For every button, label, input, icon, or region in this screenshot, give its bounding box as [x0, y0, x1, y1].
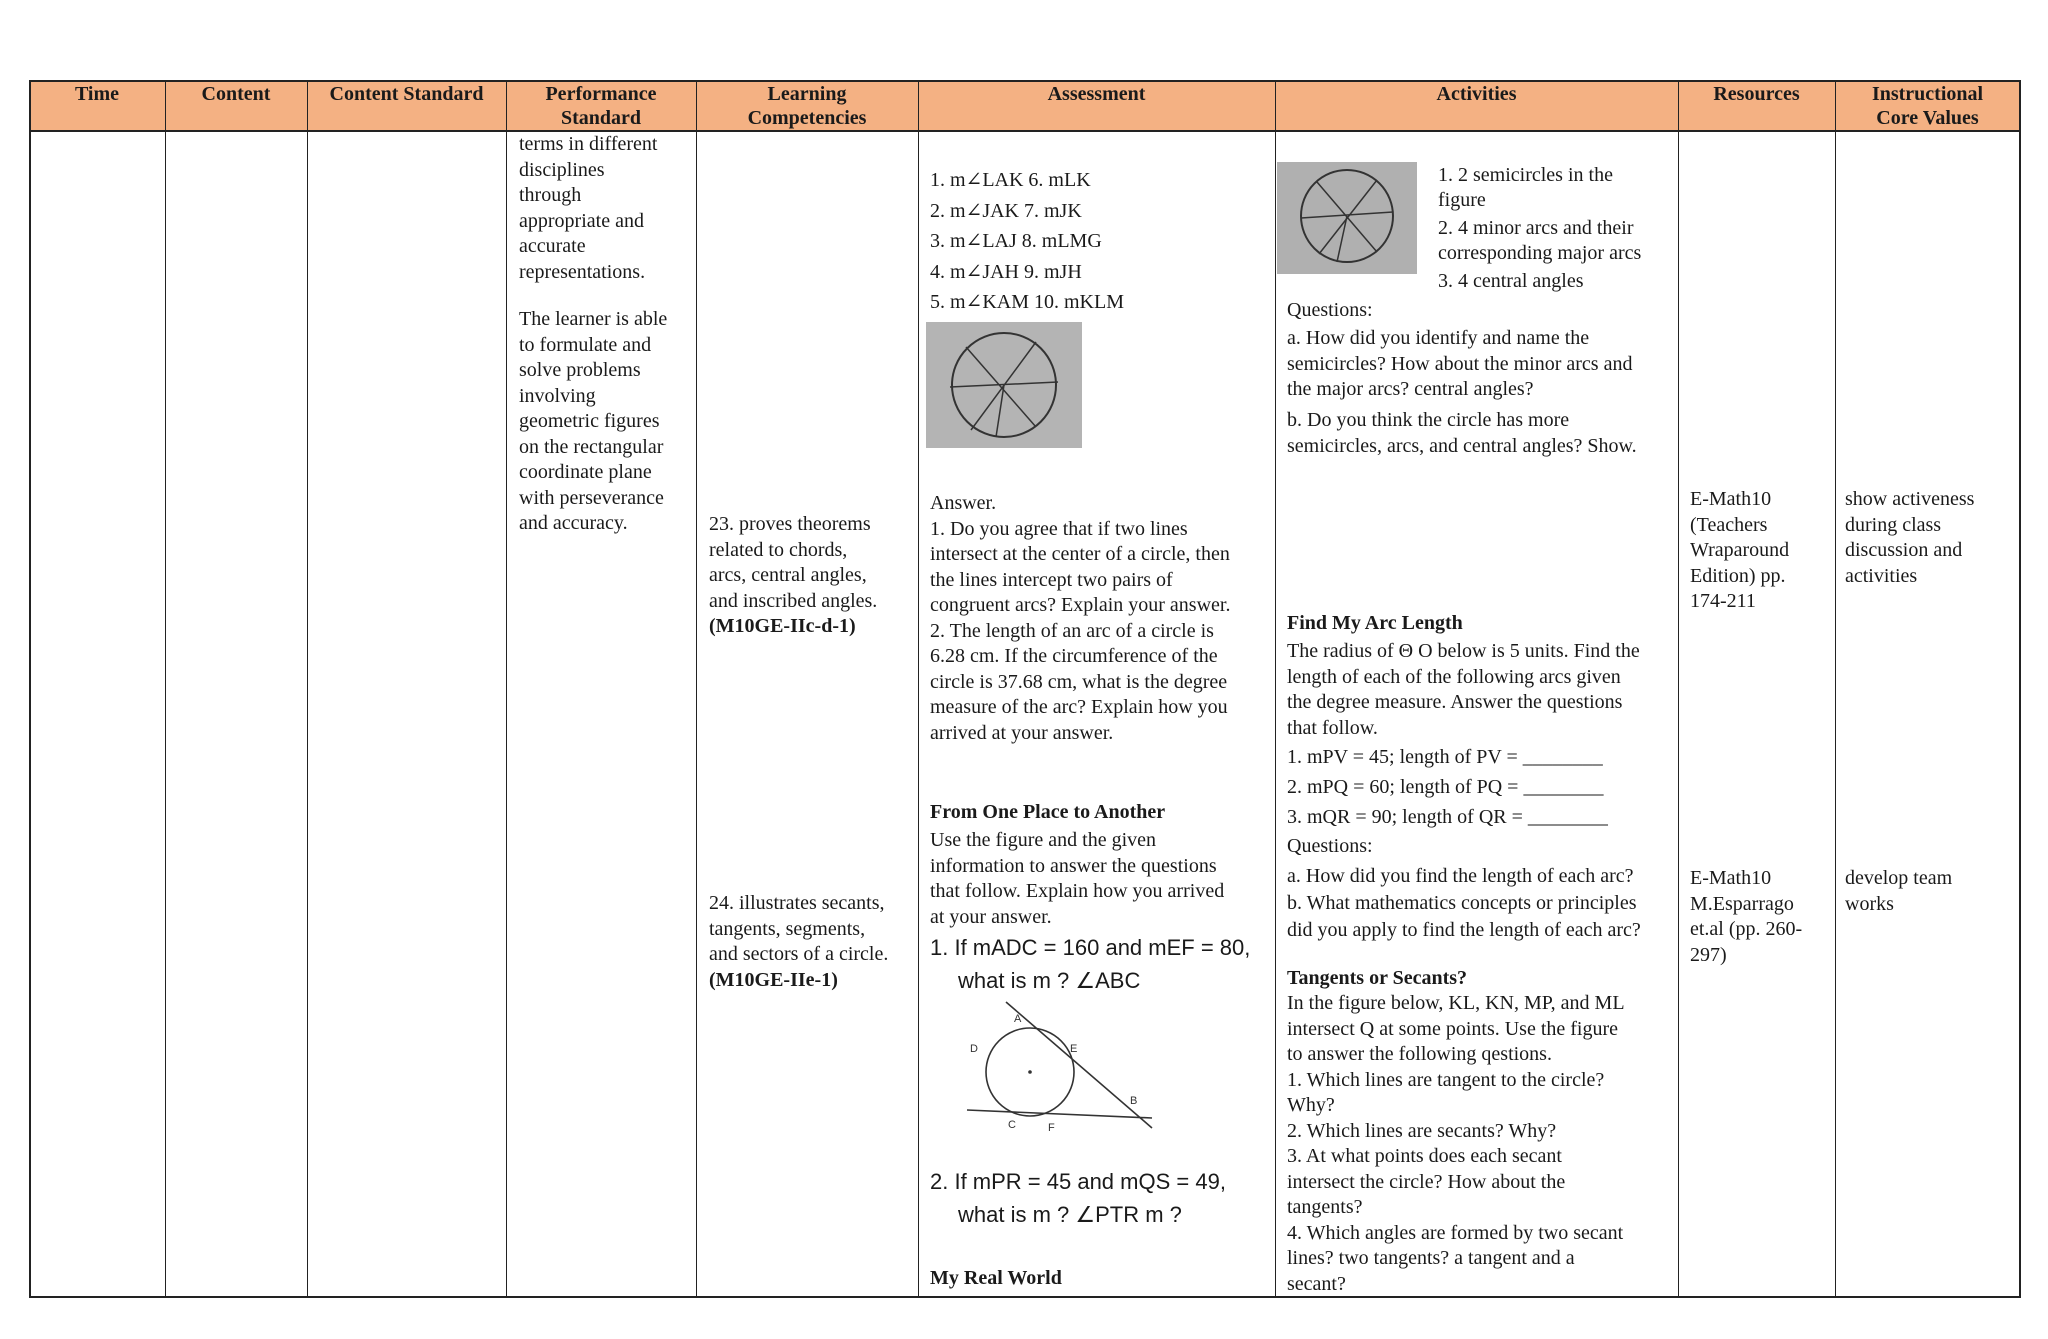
text-line: related to chords,: [709, 538, 848, 561]
activity-figure-list: [1438, 163, 1668, 294]
svg-text:B: B: [1130, 1095, 1138, 1107]
text-line: 2. The length of an arc of a circle is: [930, 619, 1214, 642]
text-line: the degree measure. Answer the questions: [1287, 691, 1623, 713]
text-line: congruent arcs? Explain your answer.: [930, 594, 1231, 616]
text-line: works: [1845, 892, 1894, 915]
text-line: et.al (pp. 260-: [1690, 918, 1803, 940]
svg-text:C: C: [1008, 1119, 1016, 1131]
header-assessment: Assessment: [1047, 83, 1146, 105]
list-item: 3. mQR = 90; length of QR = ________: [1287, 806, 1608, 828]
competency-code: (M10GE-IIc-d-1): [709, 615, 856, 637]
text-line: E-Math10: [1690, 488, 1772, 510]
header-content-standard: Content Standard: [329, 83, 484, 105]
arc-questions: [1287, 863, 1672, 944]
text-line: lines? two tangents? a tangent and a: [1287, 1247, 1575, 1269]
arc-length-items: [1287, 742, 1608, 832]
place-title: From One Place to Another: [930, 801, 1166, 823]
arc-questions-label: Questions:: [1287, 835, 1373, 857]
text-line: and inscribed angles.: [709, 589, 878, 612]
questions-label: Questions:: [1287, 299, 1373, 321]
text-line: circle is 37.68 cm, what is the degree: [930, 670, 1228, 693]
text-line: with perseverance: [519, 486, 664, 509]
spacer: [519, 285, 699, 307]
performance-standard-text: [519, 132, 699, 537]
list-item: 4. m∠JAH 9. mJH: [930, 260, 1082, 283]
competency-code: (M10GE-IIe-1): [709, 968, 838, 991]
text-line: 1. 2 semicircles in the: [1438, 164, 1613, 186]
column-divider: [918, 80, 919, 1298]
text-line: that follow. Explain how you arrived: [930, 880, 1225, 902]
arc-length-title: Find My Arc Length: [1287, 612, 1463, 634]
tangent-body: [1287, 991, 1672, 1297]
text-line: disciplines: [519, 158, 605, 181]
text-line: E-Math10: [1690, 867, 1772, 889]
header-content: Content: [201, 83, 271, 105]
text-line: to answer the following qestions.: [1287, 1043, 1552, 1065]
text-line: semicircles? How about the minor arcs and: [1287, 352, 1633, 375]
text-line: 297): [1690, 943, 1727, 966]
core-value-2: [1845, 866, 2015, 917]
text-line: 2. 4 minor arcs and their: [1438, 217, 1634, 239]
text-line: corresponding major arcs: [1438, 242, 1642, 264]
text-line: Why?: [1287, 1094, 1335, 1116]
text-line: 1. Which lines are tangent to the circle?: [1287, 1068, 1605, 1091]
text-line: solve problems: [519, 359, 641, 381]
text-line: at your answer.: [930, 905, 1052, 928]
text-line: intersect at the center of a circle, then: [930, 543, 1230, 565]
text-line: (Teachers: [1690, 513, 1768, 536]
text-line: b. Do you think the circle has more: [1287, 409, 1570, 431]
text-line: through: [519, 184, 582, 206]
resource-1: [1690, 487, 1830, 615]
place-body: [930, 828, 1265, 930]
header-activities: Activities: [1436, 83, 1517, 105]
question-2: [930, 1165, 1226, 1231]
text-line: the lines intercept two pairs of: [930, 568, 1173, 591]
list-item: 2. m∠JAK 7. mJK: [930, 199, 1082, 222]
text-line: 6.28 cm. If the circumference of the: [930, 645, 1218, 667]
text-line: M.Esparrago: [1690, 892, 1794, 915]
tangent-title: Tangents or Secants?: [1287, 967, 1468, 989]
column-divider: [1275, 80, 1276, 1298]
column-divider: [307, 80, 308, 1298]
header-time: Time: [74, 83, 120, 105]
text-line: involving: [519, 384, 596, 407]
list-item: 2. mPQ = 60; length of PQ = ________: [1287, 776, 1604, 798]
column-divider: [1835, 80, 1836, 1298]
text-line: secant?: [1287, 1272, 1346, 1295]
text-line: 3. At what points does each secant: [1287, 1145, 1562, 1167]
text-line: tangents?: [1287, 1196, 1363, 1218]
text-line: a. How did you identify and name the: [1287, 327, 1590, 349]
text-line: tangents, segments,: [709, 917, 866, 940]
text-line: activities: [1845, 564, 1918, 587]
text-line: that follow.: [1287, 716, 1378, 739]
text-line: 174-211: [1690, 590, 1756, 612]
text-line: 1. If mADC = 160 and mEF = 80,: [930, 935, 1251, 960]
text-line: coordinate plane: [519, 461, 652, 483]
text-line: develop team: [1845, 867, 1953, 889]
text-line: 23. proves theorems: [709, 513, 871, 535]
real-world-title: My Real World: [930, 1267, 1062, 1289]
text-line: 1. Do you agree that if two lines: [930, 517, 1188, 540]
circle-figure-image: [926, 322, 1082, 448]
assessment-answer: [930, 491, 1265, 746]
text-line: and accuracy.: [519, 512, 628, 534]
text-line: the major arcs? central angles?: [1287, 378, 1534, 400]
text-line: what is m ? ∠PTR m ?: [958, 1202, 1182, 1227]
header-learning-competencies: Learning Competencies: [747, 83, 867, 129]
text-line: semicircles, arcs, and central angles? Show.: [1287, 434, 1637, 457]
text-line: 24. illustrates secants,: [709, 892, 885, 914]
text-line: The learner is able: [519, 308, 668, 330]
text-line: terms in different: [519, 133, 658, 155]
column-divider: [506, 80, 507, 1298]
text-line: Use the figure and the given: [930, 829, 1157, 851]
svg-text:E: E: [1070, 1043, 1078, 1055]
core-value-1: [1845, 487, 2015, 589]
text-line: arcs, central angles,: [709, 564, 867, 586]
text-line: appropriate and: [519, 209, 644, 232]
text-line: intersect Q at some points. Use the figure: [1287, 1017, 1619, 1040]
text-line: show activeness: [1845, 488, 1975, 510]
svg-text:A: A: [1014, 1013, 1022, 1025]
assessment-measure-list: [930, 165, 1124, 318]
list-item: 3. m∠LAJ 8. mLMG: [930, 230, 1102, 252]
svg-text:D: D: [970, 1043, 978, 1055]
text-line: 2. If mPR = 45 and mQS = 49,: [930, 1169, 1226, 1194]
list-item: 1. mPV = 45; length of PV = ________: [1287, 746, 1603, 768]
column-divider: [1678, 80, 1679, 1298]
text-line: Edition) pp.: [1690, 564, 1786, 587]
list-item: 5. m∠KAM 10. mKLM: [930, 291, 1124, 313]
text-line: accurate: [519, 235, 586, 257]
circle-activity-image: [1277, 162, 1417, 274]
text-line: measure of the arc? Explain how you: [930, 696, 1228, 718]
text-line: during class: [1845, 513, 1942, 536]
text-line: b. What mathematics concepts or principles: [1287, 892, 1637, 914]
text-line: information to answer the questions: [930, 854, 1217, 877]
column-divider: [165, 80, 166, 1298]
competency-23: [709, 512, 914, 640]
text-line: what is m ? ∠ABC: [958, 968, 1141, 993]
list-item: 1. m∠LAK 6. mLK: [930, 169, 1091, 191]
text-line: discussion and: [1845, 539, 1963, 561]
text-line: The radius of Θ O below is 5 units. Find the: [1287, 640, 1640, 662]
arc-length-body: [1287, 639, 1667, 741]
competency-24: [709, 891, 914, 993]
text-line: arrived at your answer.: [930, 721, 1114, 744]
header-resources: Resources: [1713, 83, 1800, 105]
text-line: In the figure below, KL, KN, MP, and ML: [1287, 992, 1625, 1014]
question-1: [930, 931, 1250, 997]
header-performance-standard: Performance Standard: [545, 83, 657, 129]
resource-2: [1690, 866, 1830, 968]
text-line: did you apply to find the length of each arc?: [1287, 919, 1641, 941]
text-line: a. How did you find the length of each arc?: [1287, 865, 1634, 887]
text-line: geometric figures: [519, 410, 660, 432]
activity-question-a: [1287, 326, 1667, 403]
activity-question-b: [1287, 408, 1667, 459]
text-line: on the rectangular: [519, 435, 664, 458]
text-line: to formulate and: [519, 333, 652, 356]
text-line: figure: [1438, 189, 1486, 211]
text-line: representations.: [519, 260, 646, 283]
text-line: 4. Which angles are formed by two secant: [1287, 1221, 1624, 1244]
text-line: Answer.: [930, 492, 997, 514]
tangent-secant-figure: [962, 1000, 1162, 1135]
text-line: 3. 4 central angles: [1438, 270, 1584, 292]
text-line: length of each of the following arcs given: [1287, 665, 1621, 688]
text-line: Wraparound: [1690, 539, 1790, 561]
svg-text:F: F: [1048, 1122, 1055, 1134]
text-line: and sectors of a circle.: [709, 943, 889, 965]
text-line: intersect the circle? How about the: [1287, 1170, 1566, 1193]
header-instructional-core-values: Instructional Core Values: [1871, 83, 1984, 129]
text-line: 2. Which lines are secants? Why?: [1287, 1119, 1557, 1142]
